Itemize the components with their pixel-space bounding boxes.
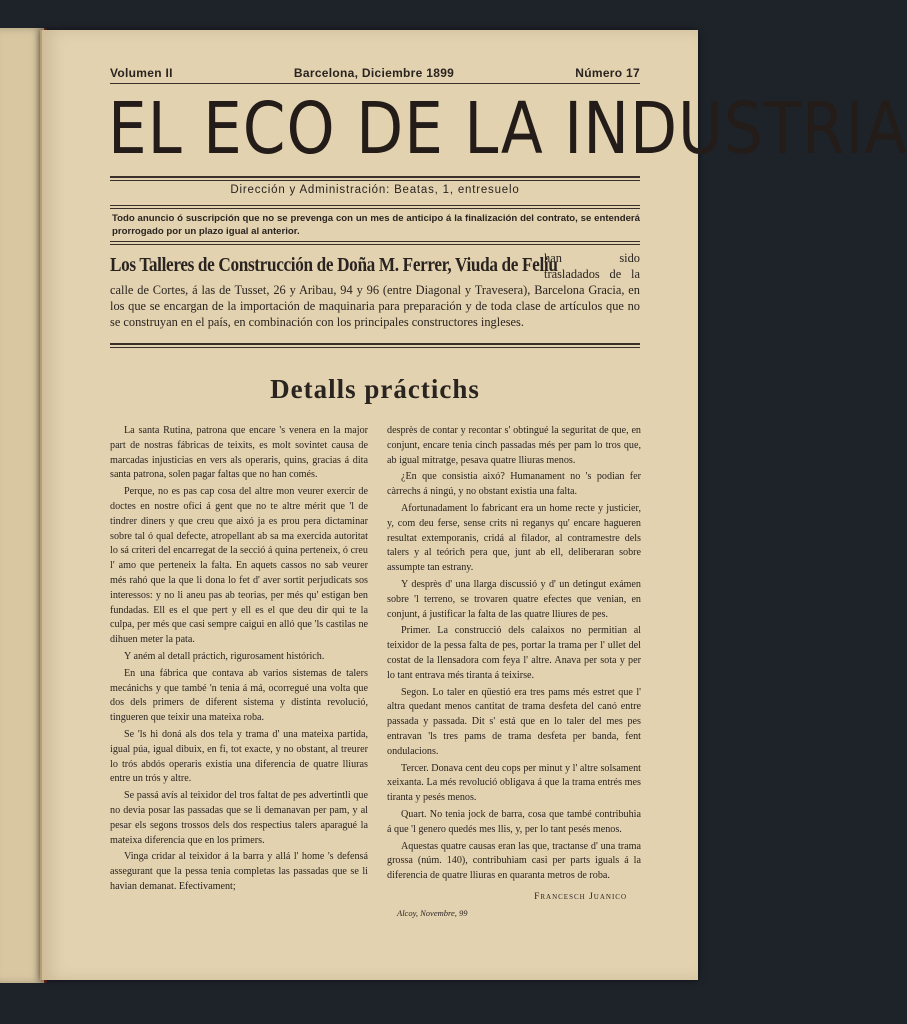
article-paragraph: Afortunadament lo fabricant era un home recte y justicier, y, com deu ferse, sense crits ni reganys qu' encare hagueren resultat extemporanis, cridá al filador, al contramestre dels talers y al teórich pera que, junt ab ell, deliberaran sobre assumpte tan estrany.: [387, 502, 641, 574]
article-paragraph: Y desprès d' una llarga discussió y d' un detingut exámen sobre 'l terreno, se trovaren quatre efectes que venian, en conjunt, á justificar la falta de las quatre lliures de pes.: [387, 578, 641, 620]
article-paragraph: La santa Rutina, patrona que encare 's venera en la major part de nostras fábricas de teixits, es molt sovintet causa de marcadas injusticias en vers als operaris, quins, gracias á dita santa patrona, solen pagar faltas que no han comés.: [110, 425, 368, 481]
newspaper-title: EL ECO DE LA INDUSTRIA: [108, 88, 907, 171]
article-paragraph: Quart. No tenia jock de barra, cosa que també contribuhia á que 'l genero quedés mes llis, y, per lo tant pesés menos.: [387, 808, 641, 835]
subscription-notice: Todo anuncio ó suscripción que no se prevenga con un mes de anticipo á la finalización del contrato, se entenderá prorrogado por un plazo igual al anterior.: [112, 213, 640, 237]
article-paragraph: En una fábrica que contava ab varios sistemas de talers mecánichs y que també 'n tenia á má, ocorregué una volta que dos dels primers de diferent sistema y distinta revolució, tingueren que teixir una mateixa roba.: [110, 667, 368, 724]
article-paragraph: desprès de contar y recontar s' obtingué la seguritat de que, en conjunt, encare tenia cinch passadas més per pam lo tros que, ab igual mitratge, pesava quatre lliuras menos.: [387, 425, 641, 466]
article-paragraph: Perque, no es pas cap cosa del altre mon veurer exercir de doctes en nostre ofici á gent que no te altre mérit que 'l de tindrer diners y que creu que aixó ja es prou pera dictaminar sobre tal ó qual defecte, atropellant ab sa ma exercida autoritat lo sá criteri del encarregat de la secció á quina perteneix, ó creu l' amo que perteneix la falta. En aquets cassos no sab veurer més rahó que la que li dona lo fet d' aver sortit perjudicats sos interessos: y no li aneu pas ab teorias, per més qu' estigan ben fundadas. Ell es el que pert y ell es el que deu dir qui te la culpa, per més que casi sempre caigui en alló que 'ls castilas ne dihuen meter la pata.: [110, 486, 368, 646]
notice-rule-top: [110, 205, 640, 206]
article-place-date: Alcoy, Novembre, 99: [397, 908, 468, 918]
article-paragraph: Segon. Lo taler en qüestió era tres pams més estret que l' altra quedant menos cantitat de trama desfeta del canó entre passada y passada. Dit s' está que en lo taler del mes pes entravan 'ls tres pams de trama desfeta per banda, fent ondulacions.: [387, 686, 641, 757]
article-author: Francesch Juanico: [534, 892, 627, 902]
direccion-line: Dirección y Administración: Beatas, 1, entresuelo: [230, 184, 520, 196]
title-rule-bottom: [110, 176, 640, 178]
issue-number-label: Número 17: [575, 66, 640, 80]
article-paragraph: Primer. La construcció dels calaixos no permitian al teixidor de la pessa falta de pes, portar la trama per l' ullet del costat de la llensadora com feya l' altre. Anava per sota y per lo tant entrava més tiranta á teixirse.: [387, 625, 641, 681]
article-left-column: [110, 424, 368, 897]
advertisement-lead: Los Talleres de Construcción de Doña M. Ferrer, Viuda de Feliu: [110, 254, 558, 276]
newspaper-page: [40, 30, 907, 980]
notice-rule-top-thin: [110, 208, 640, 209]
article-paragraph: Vinga cridar al teixidor á la barra y allá l' home 's defensá assegurant que la pessa tenia completas las passadas que se li havian demanat. Efectivament;: [110, 851, 368, 892]
advertisement-body: han sido trasladados de la calle de Cortes, á las de Tusset, 26 y Aribau, 94 y 96 (entre Diagonal y Travesera), Barcelona Gracia, en los que se encargan de la importación de maquinaria para preparación y de toda clase de artículos que no se construyan en el país, en combinación con los principales constructores ingleses.: [110, 251, 640, 329]
title-rule-bottom-thin: [110, 180, 640, 181]
article-paragraph: Se passá avís al teixidor del tros faltat de pes advertintli que no devia posar las passadas que se li demanavan per pam, y al pesar els segons trossos dels dos respectius talers aparagué la mateixa diferencia que en los primers.: [110, 790, 368, 846]
article-paragraph: Aquestas quatre causas eran las que, tractanse d' una trama grossa (núm. 140), contribuhiam casi per parts iguals á la diferencia de quatre lliuras en quaranta metros de roba.: [387, 840, 641, 882]
article-title: Detalls práctichs: [270, 374, 480, 404]
ad-rule-top-thin: [110, 244, 640, 245]
masthead-rule-top: [110, 83, 640, 84]
place-date-label: Barcelona, Diciembre 1899: [293, 66, 455, 80]
advertisement: [110, 250, 640, 330]
article-paragraph: ¿En que consistia aixó? Humanament no 's podian fer càrrechs á ningú, y no obstant existia una falta.: [387, 471, 641, 498]
ad-rule-bottom: [110, 343, 640, 345]
ad-rule-bottom-thin: [110, 347, 640, 348]
article-right-column: [387, 424, 641, 886]
article-paragraph: Y aném al detall práctich, rigurosament histórich.: [124, 650, 325, 662]
volume-label: Volumen II: [110, 66, 173, 80]
ad-rule-top: [110, 241, 640, 242]
article-paragraph: Tercer. Donava cent deu cops per minut y l' altre solsament xeixanta. La més revolució obligava á que la trama entrés mes tiranta y pesés menos.: [387, 762, 641, 804]
article-paragraph: Se 'ls hi doná als dos tela y trama d' una mateixa partida, igual púa, igual dibuix, en fi, tot exacte, y no obstant, al treurer lo trós abdós operaris existia una diferencia de quatre lliuras entre un trós y altre.: [110, 728, 368, 785]
masthead-info-row: [110, 66, 640, 80]
